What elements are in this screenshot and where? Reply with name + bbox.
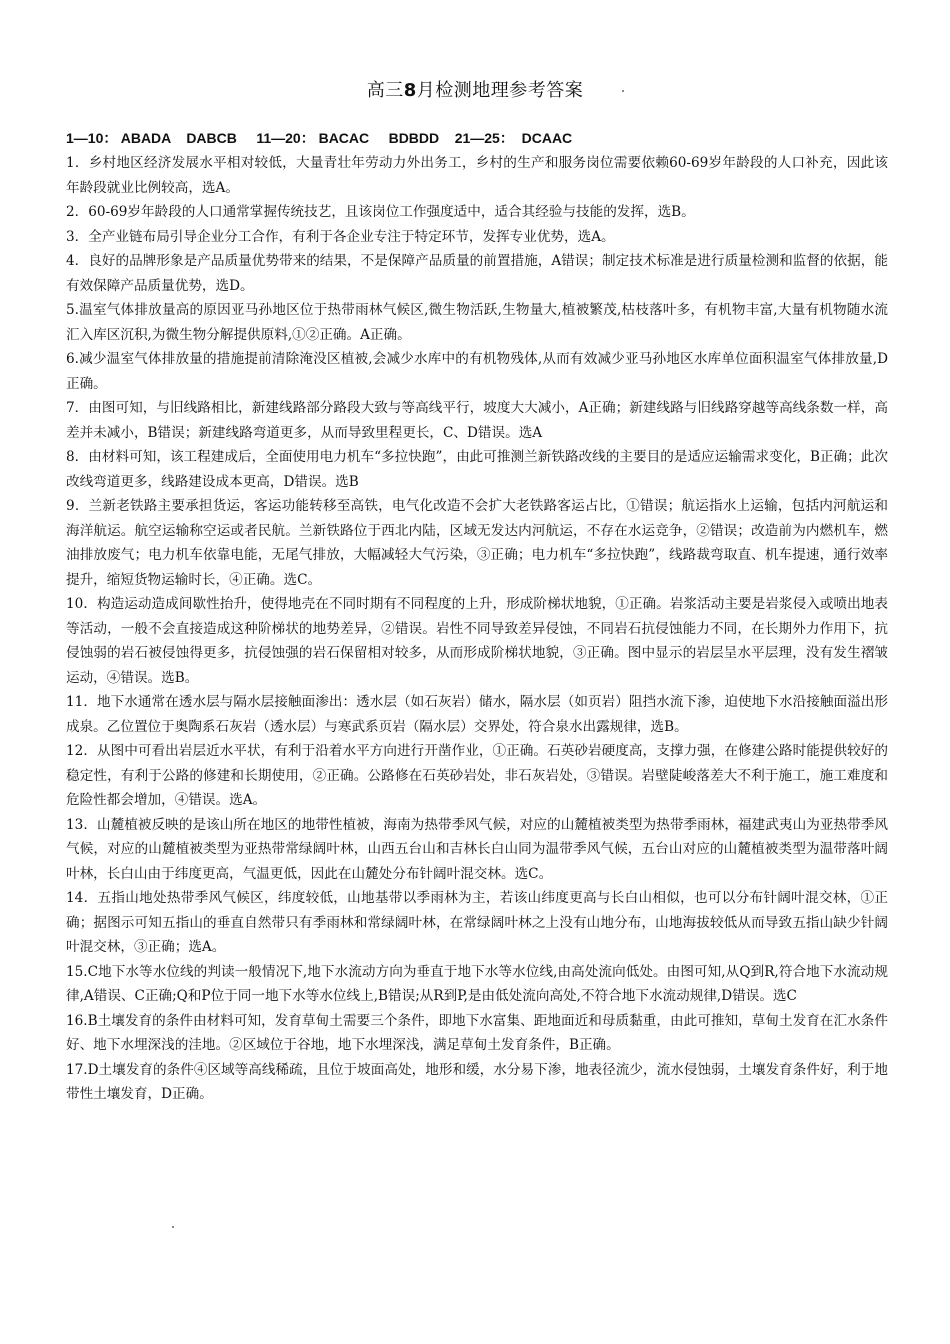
- stray-dot-mark: [172, 1226, 174, 1228]
- title-number: 8: [403, 80, 417, 101]
- explanations-body: [66, 151, 888, 1107]
- explanation-item: 2．60-69岁年龄段的人口通常掌握传统技艺，且该岗位工作强度适中，适合其经验与技能的发挥，选B。: [66, 204, 695, 220]
- title-prefix: 高三: [366, 80, 404, 101]
- explanation-item: 3．全产业链布局引导企业分工合作，有利于各企业专注于特定环节，发挥专业优势，选A。: [66, 228, 615, 245]
- explanation-item: 14．五指山地处热带季风气候区，纬度较低，山地基带以季雨林为主，若该山纬度更高与长白山相似，也可以分布针阔叶混交林，①正确；据图示可知五指山的垂直自然带只有季雨林和常绿阔叶林，在常绿阔叶林之上没有山地分布，山地海拔较低从而导致五指山缺少针阔叶混交林，③正确；选A。: [66, 890, 888, 955]
- explanation-item: 15.C地下水等水位线的判读一般情况下,地下水流动方向为垂直于地下水等水位线,由高处流向低处。由图可知,从Q到R,符合地下水流动规律,A错误、C正确;Q和P位于同一地下水等水位线上,B错误;从R到P,是由低处流向高处,不符合地下水流动规律,D错误。选C: [66, 963, 888, 1004]
- explanation-item: 8．由材料可知，该工程建成后，全面使用电力机车“多拉快跑”，由此可推测兰新铁路改线的主要目的是适应运输需求变化，B正确；此次改线弯道更多，线路建设成本更高，D错误。选B: [66, 449, 888, 490]
- explanation-item: 7．由图可知，与旧线路相比，新建线路部分路段大致与等高线平行，坡度大大减小，A正确；新建线路与旧线路穿越等高线条数一样，高差并未减小，B错误；新建线路弯道更多，从而导致里程更长，C、D错误。选A: [66, 400, 888, 441]
- explanation-item: 13．山麓植被反映的是该山所在地区的地带性植被，海南为热带季风气候，对应的山麓植被类型为热带季雨林，福建武夷山为亚热带季风气候，对应的山麓植被类型为亚热带常绿阔叶林，山西五台山和吉林长白山同为温带季风气候，五台山对应的山麓植被类型为温带落叶阔叶林，长白山由于纬度更高，气温更低，因此在山麓处分布针阔叶混交林。选C。: [66, 816, 888, 882]
- explanation-item: 5.温室气体排放量高的原因亚马孙地区位于热带雨林气候区,微生物活跃,生物量大,植被繁茂,枯枝落叶多，有机物丰富,大量有机物随水流汇入库区沉积,为微生物分解提供原料,①②正确。A正确。: [66, 302, 888, 343]
- explanation-item: 6.减少温室气体排放量的措施提前清除淹没区植被,会减少水库中的有机物残体,从而有效减少亚马孙地区水库单位面积温室气体排放量,D正确。: [66, 351, 888, 392]
- explanation-item: 12．从图中可看出岩层近水平状，有利于沿着水平方向进行开凿作业，①正确。石英砂岩硬度高，支撑力强，在修建公路时能提供较好的稳定性，有利于公路的修建和长期使用，②正确。公路修在石英砂岩处，非石灰岩处，③错误。岩壁陡峻落差大不利于施工，施工难度和危险性都会增加，④错误。选A。: [66, 743, 888, 808]
- explanation-item: 4．良好的品牌形象是产品质量优势带来的结果，不是保障产品质量的前置措施，A错误；制定技术标准是进行质量检测和监督的依据，能有效保障产品质量优势，选D。: [66, 253, 888, 294]
- explanation-item: 17.D土壤发育的条件④区域等高线稀疏，且位于坡面高处，地形和缓，水分易下渗，地表径流少，流水侵蚀弱，土壤发育条件好，利于地带性土壤发育，D正确。: [66, 1061, 888, 1102]
- explanation-item: 11．地下水通常在透水层与隔水层接触面渗出：透水层（如石灰岩）储水，隔水层（如页岩）阻挡水流下渗，迫使地下水沿接触面溢出形成泉。乙位置位于奥陶系石灰岩（透水层）与寒武系页岩（隔水层）交界处，符合泉水出露规律，选B。: [66, 694, 888, 735]
- explanation-item: 9．兰新老铁路主要承担货运，客运功能转移至高铁，电气化改造不会扩大老铁路客运占比，①错误；航运指水上运输，包括内河航运和海洋航运。航空运输称空运或者民航。兰新铁路位于西北内陆，区域无发达内河航运，不存在水运竞争，②错误；改造前为内燃机车，燃油排放废气；电力机车依靠电能，无尾气排放，大幅减轻大气污染，③正确；电力机车“多拉快跑”，线路裁弯取直、机车提速，通行效率提升，缩短货物运输时长，④正确。选C。: [66, 498, 888, 588]
- answer-key-line: 1—10： ABADA DABCB 11—20： BACAC BDBDD 21—25： DCAAC: [66, 130, 573, 146]
- page-title: [0, 76, 950, 102]
- title-suffix: 月检测地理参考答案: [416, 80, 584, 101]
- explanation-item: 10．构造运动造成间歇性抬升，使得地壳在不同时期有不同程度的上升，形成阶梯状地貌，①正确。岩浆活动主要是岩浆侵入或喷出地表等活动，一般不会直接造成这种阶梯状的地势差异，②错误。岩性不同导致差异侵蚀，不同岩石抗侵蚀能力不同，在长期外力作用下，抗侵蚀弱的岩石被侵蚀得更多，抗侵蚀强的岩石保留相对较多，从而形成阶梯状地貌，③正确。图中显示的岩层呈水平层理，没有发生褶皱运动，④错误。选B。: [66, 596, 888, 686]
- explanation-item: 1．乡村地区经济发展水平相对较低，大量青壮年劳动力外出务工，乡村的生产和服务岗位需要依赖60-69岁年龄段的人口补充，因此该年龄段就业比例较高，选A。: [66, 155, 888, 196]
- stray-dot-mark: [622, 90, 624, 92]
- explanation-item: 16.B土壤发育的条件由材料可知，发育草甸土需要三个条件，即地下水富集、距地面近和母质黏重，由此可推知，草甸土发育在汇水条件好、地下水埋深浅的洼地。②区域位于谷地，地下水埋深浅，满足草甸土发育条件，B正确。: [66, 1012, 888, 1053]
